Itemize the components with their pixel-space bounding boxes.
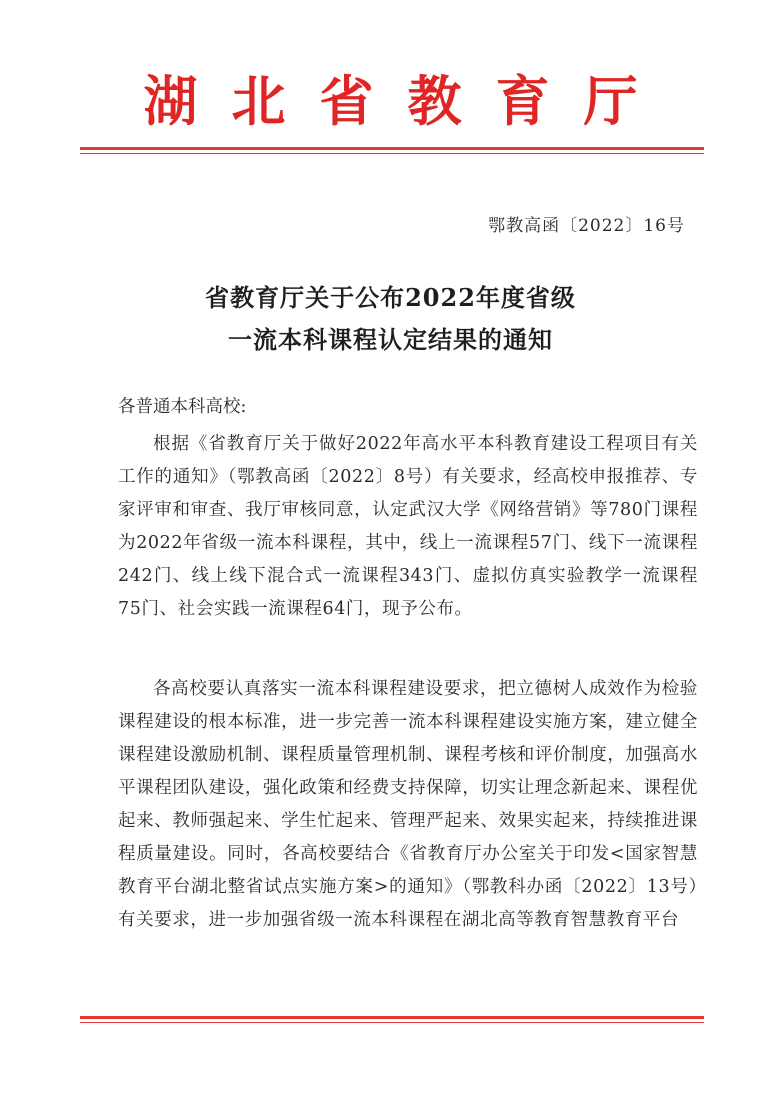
footer-rule-thin xyxy=(80,1022,704,1023)
masthead-rule-thin xyxy=(80,153,704,154)
document-title-line2: 一流本科课程认定结果的通知 xyxy=(228,325,553,354)
document-number: 鄂教高函〔2022〕16号 xyxy=(488,216,685,236)
masthead-rule-thick xyxy=(80,147,704,150)
body-paragraph-2: 各高校要认真落实一流本科课程建设要求，把立德树人成效作为检验课程建设的根本标准，进一步完善一流本科课程建设实施方案，建立健全课程建设激励机制、课程质量管理机制、课程考核和评价制度，加强高水平课程团队建设，强化政策和经费支持保障，切实让理念新起来、课程优起来、教师强起来、学生忙起来、管理严起来、效果实起来，持续推进课程质量建设。同时，各高校要结合《省教育厅办公室关于印发<国家智慧教育平台湖北整省试点实施方案>的通知》（鄂教科办函〔2022〕13号）有关要求，进一步加强省级一流本科课程在湖北高等教育智慧教育平台 xyxy=(118,679,698,930)
document-title-line1: 省教育厅关于公布2022年度省级 xyxy=(205,283,576,312)
body-paragraph-1: 根据《省教育厅关于做好2022年高水平本科教育建设工程项目有关工作的通知》（鄂教高函〔2022〕8号）有关要求，经高校申报推荐、专家评审和审查、我厅审核同意，认定武汉大学《网络营销》等780门课程为2022年省级一流本科课程，其中，线上一流课程57门、线下一流课程242门、线上线下混合式一流课程343门、虚拟仿真实验教学一流课程75门、社会实践一流课程64门，现予公布。 xyxy=(118,434,698,619)
salutation: 各普通本科高校: xyxy=(118,397,247,417)
masthead-title: 湖北省教育厅 xyxy=(143,70,672,133)
footer-rule-thick xyxy=(80,1016,704,1019)
